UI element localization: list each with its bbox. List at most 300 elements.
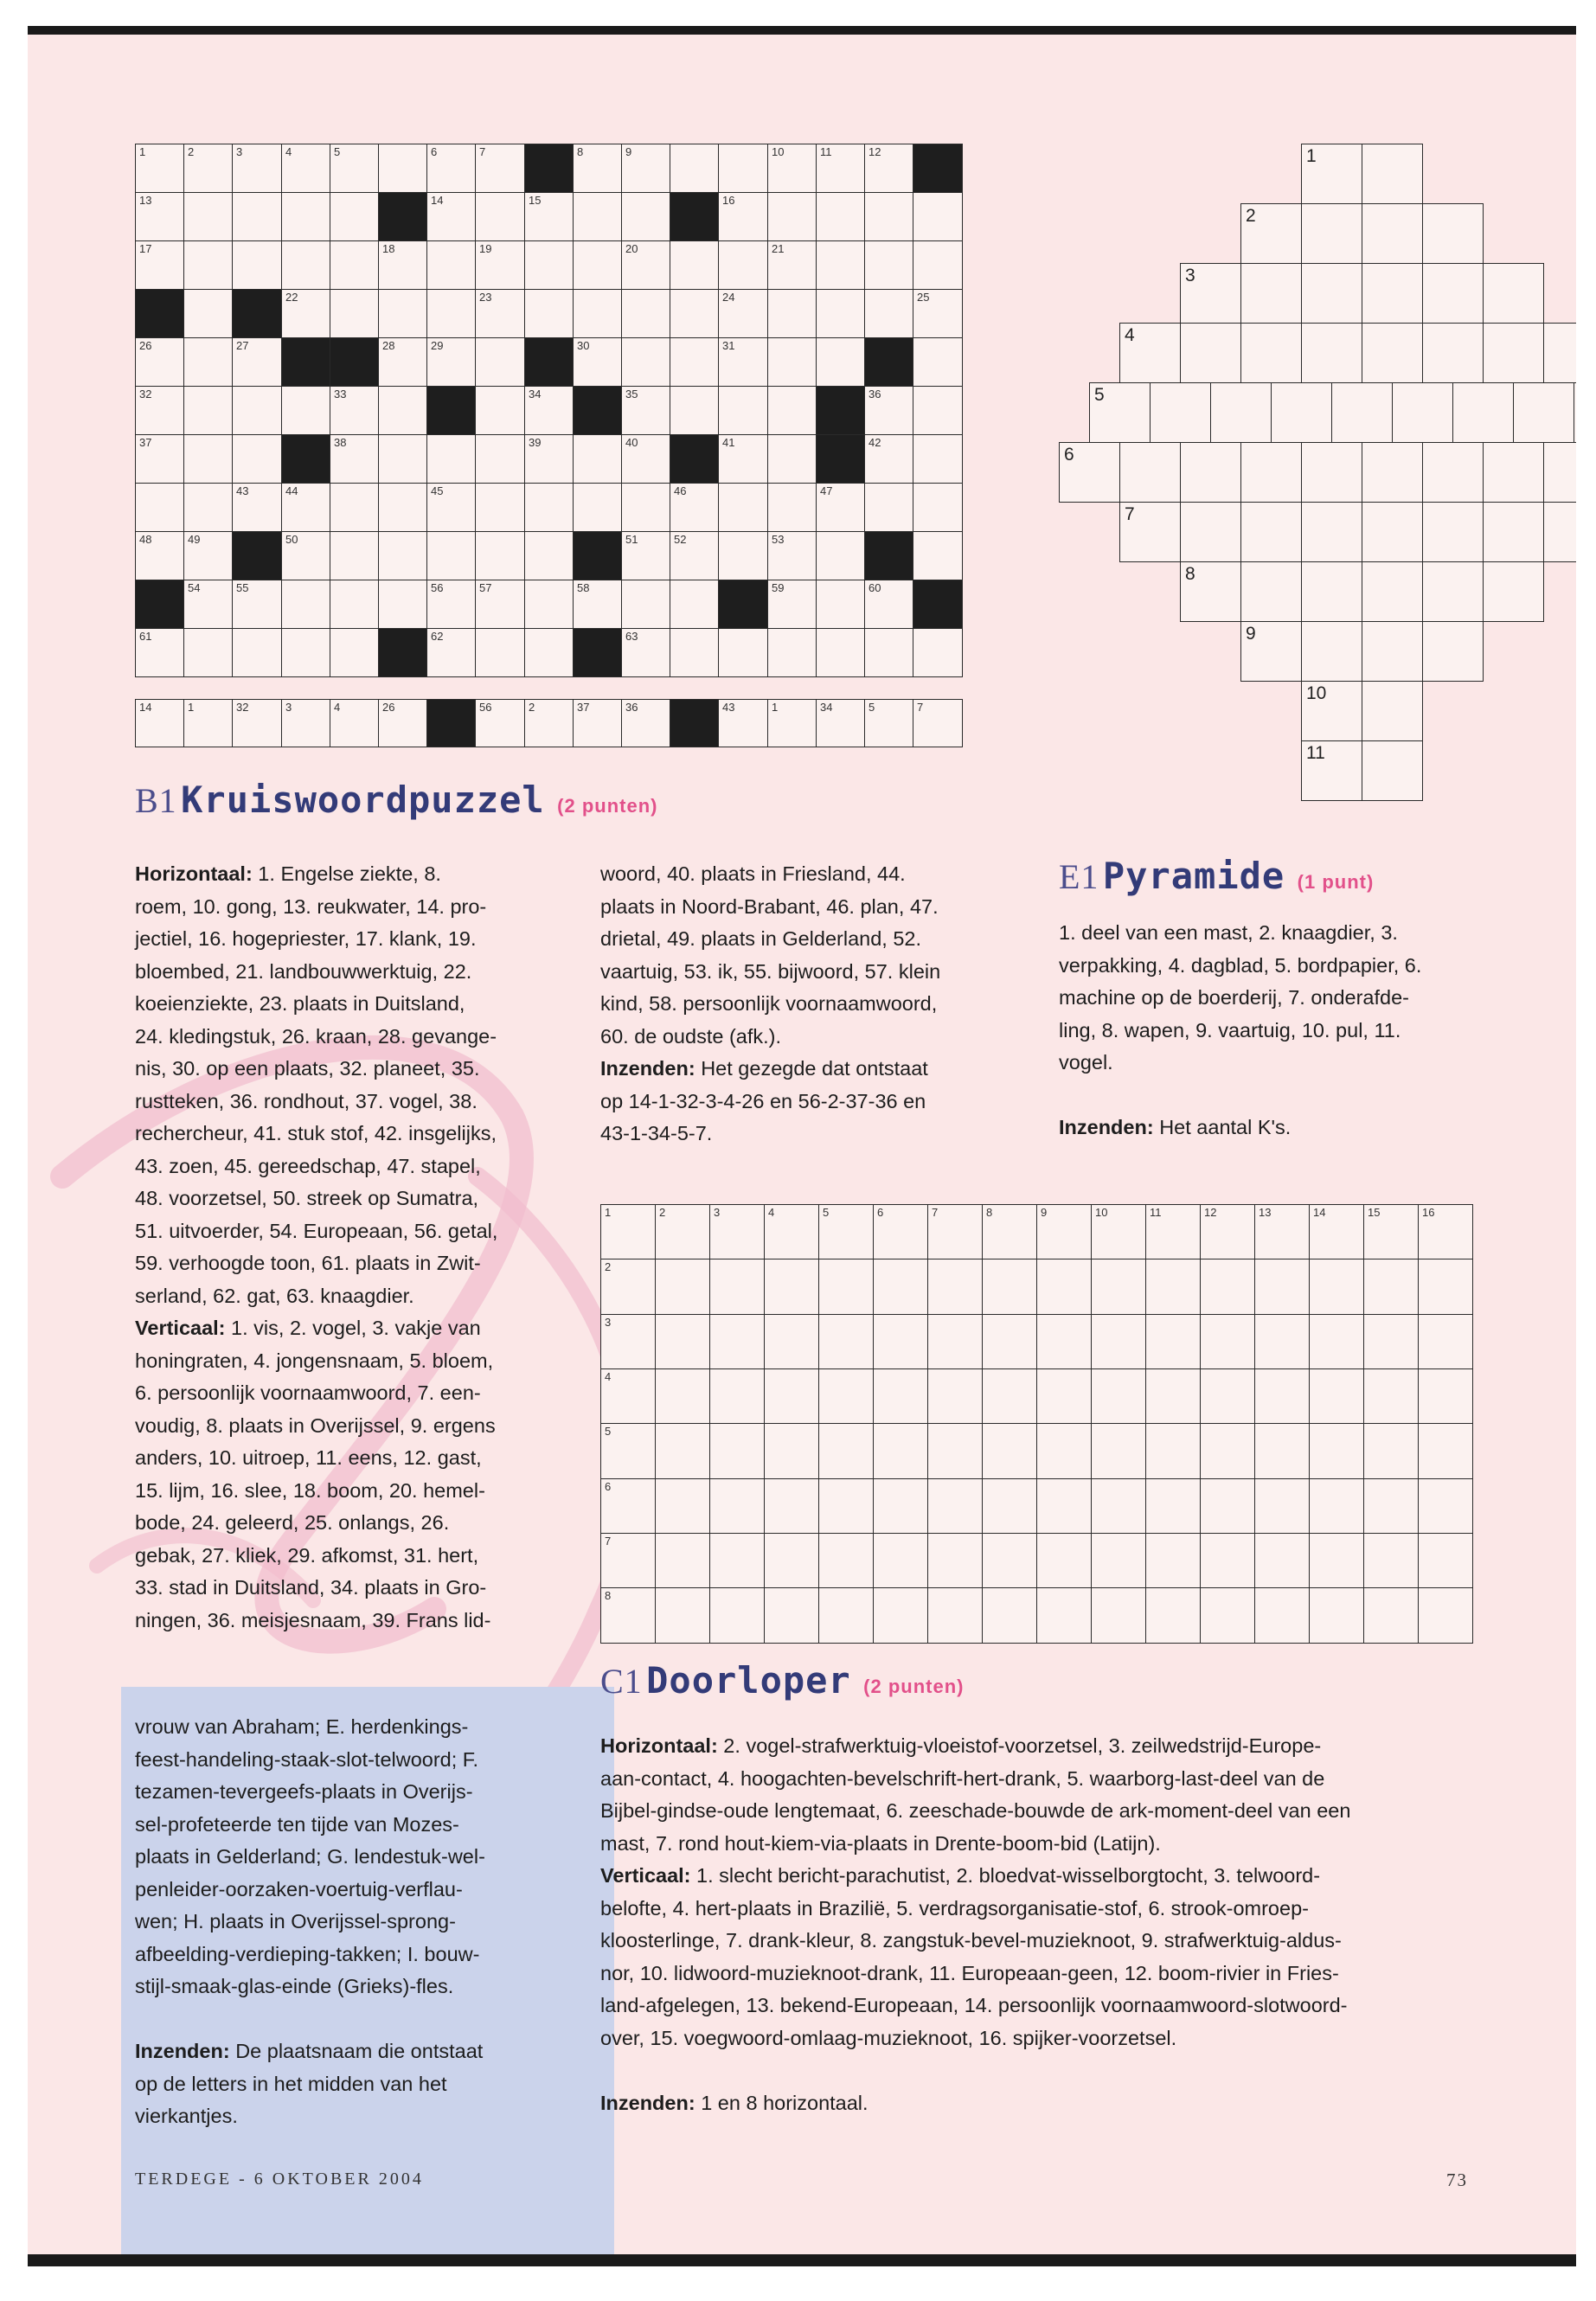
grid-cell[interactable]: [600, 1368, 656, 1425]
grid-cell[interactable]: [1483, 323, 1544, 383]
grid-cell[interactable]: [1091, 1259, 1146, 1315]
grid-cell[interactable]: [378, 386, 428, 435]
grid-cell[interactable]: [1210, 382, 1272, 443]
grid-cell[interactable]: [1036, 1368, 1092, 1425]
grid-cell[interactable]: [1254, 1314, 1310, 1370]
grid-cell[interactable]: [1200, 1259, 1255, 1315]
grid-cell[interactable]: [378, 531, 428, 580]
grid-cell[interactable]: [655, 1587, 710, 1644]
grid-cell[interactable]: [816, 628, 866, 677]
grid-cell[interactable]: [1422, 561, 1484, 622]
grid-cell[interactable]: [816, 699, 866, 747]
grid-cell[interactable]: [816, 289, 866, 338]
grid-cell[interactable]: [1392, 382, 1453, 443]
grid-cell[interactable]: [281, 289, 331, 338]
grid-cell[interactable]: [232, 192, 282, 241]
grid-cell[interactable]: [1036, 1259, 1092, 1315]
grid-cell[interactable]: [1254, 1587, 1310, 1644]
grid-cell[interactable]: [524, 240, 574, 290]
grid-cell[interactable]: [764, 1314, 819, 1370]
grid-cell[interactable]: [281, 386, 331, 435]
grid-cell[interactable]: [1091, 1478, 1146, 1535]
grid-cell[interactable]: [1363, 1314, 1419, 1370]
grid-cell[interactable]: [718, 289, 768, 338]
grid-cell[interactable]: [864, 240, 914, 290]
grid-cell[interactable]: [330, 144, 380, 193]
grid-cell[interactable]: [621, 386, 671, 435]
grid-cell[interactable]: [330, 192, 380, 241]
grid-cell[interactable]: [1418, 1259, 1473, 1315]
grid-cell[interactable]: [1145, 1478, 1201, 1535]
grid-cell[interactable]: [330, 434, 380, 484]
grid-cell[interactable]: [816, 337, 866, 387]
grid-cell[interactable]: [709, 1423, 765, 1479]
grid-cell[interactable]: [1422, 502, 1484, 562]
grid-cell[interactable]: [232, 434, 282, 484]
grid-cell[interactable]: [1363, 1587, 1419, 1644]
grid-cell[interactable]: [818, 1259, 874, 1315]
grid-cell[interactable]: [378, 580, 428, 629]
grid-cell[interactable]: [426, 580, 477, 629]
grid-cell[interactable]: [135, 531, 185, 580]
grid-cell[interactable]: [183, 144, 234, 193]
grid-cell[interactable]: [135, 699, 185, 747]
grid-cell[interactable]: [524, 531, 574, 580]
grid-cell[interactable]: [378, 289, 428, 338]
grid-cell[interactable]: [1309, 1533, 1364, 1589]
grid-cell[interactable]: [1036, 1423, 1092, 1479]
grid-cell[interactable]: [426, 531, 477, 580]
grid-cell[interactable]: [1418, 1533, 1473, 1589]
grid-cell[interactable]: [378, 434, 428, 484]
grid-cell[interactable]: [764, 1478, 819, 1535]
grid-cell[interactable]: [927, 1478, 983, 1535]
grid-cell[interactable]: [873, 1368, 928, 1425]
grid-cell[interactable]: [1200, 1423, 1255, 1479]
grid-cell[interactable]: [670, 386, 720, 435]
grid-cell[interactable]: [1301, 681, 1362, 741]
grid-cell[interactable]: [1483, 263, 1544, 324]
grid-cell[interactable]: [873, 1259, 928, 1315]
grid-cell[interactable]: [1418, 1314, 1473, 1370]
grid-cell[interactable]: [1301, 323, 1362, 383]
grid-cell[interactable]: [1309, 1478, 1364, 1535]
grid-cell[interactable]: [670, 483, 720, 532]
grid-cell[interactable]: [621, 580, 671, 629]
grid-cell[interactable]: [709, 1587, 765, 1644]
grid-cell[interactable]: [1200, 1368, 1255, 1425]
grid-cell[interactable]: [670, 240, 720, 290]
grid-cell[interactable]: [1362, 203, 1423, 264]
grid-cell[interactable]: [913, 699, 963, 747]
grid-cell[interactable]: [1254, 1533, 1310, 1589]
grid-cell[interactable]: [524, 699, 574, 747]
grid-cell[interactable]: [475, 386, 525, 435]
grid-cell[interactable]: [1301, 502, 1362, 562]
grid-cell[interactable]: [864, 289, 914, 338]
grid-cell[interactable]: [1119, 502, 1181, 562]
grid-cell[interactable]: [183, 580, 234, 629]
grid-cell[interactable]: [475, 580, 525, 629]
grid-cell[interactable]: [135, 434, 185, 484]
grid-cell[interactable]: [816, 580, 866, 629]
grid-cell[interactable]: [1200, 1533, 1255, 1589]
grid-cell[interactable]: [873, 1314, 928, 1370]
grid-cell[interactable]: [982, 1368, 1037, 1425]
grid-cell[interactable]: [1309, 1423, 1364, 1479]
grid-cell[interactable]: [864, 483, 914, 532]
grid-cell[interactable]: [183, 386, 234, 435]
grid-cell[interactable]: [621, 531, 671, 580]
grid-cell[interactable]: [1240, 621, 1302, 682]
grid-cell[interactable]: [816, 192, 866, 241]
grid-cell[interactable]: [655, 1478, 710, 1535]
grid-cell[interactable]: [913, 483, 963, 532]
grid-cell[interactable]: [1362, 740, 1423, 801]
grid-cell[interactable]: [1362, 681, 1423, 741]
grid-cell[interactable]: [767, 434, 817, 484]
grid-cell[interactable]: [378, 337, 428, 387]
grid-cell[interactable]: [1145, 1204, 1201, 1260]
grid-cell[interactable]: [1091, 1423, 1146, 1479]
grid-cell[interactable]: [135, 483, 185, 532]
grid-cell[interactable]: [1240, 203, 1302, 264]
grid-cell[interactable]: [816, 144, 866, 193]
grid-cell[interactable]: [927, 1314, 983, 1370]
grid-cell[interactable]: [913, 434, 963, 484]
grid-cell[interactable]: [135, 240, 185, 290]
grid-cell[interactable]: [621, 337, 671, 387]
grid-cell[interactable]: [709, 1259, 765, 1315]
grid-cell[interactable]: [1418, 1204, 1473, 1260]
grid-cell[interactable]: [183, 434, 234, 484]
grid-cell[interactable]: [232, 483, 282, 532]
grid-cell[interactable]: [621, 483, 671, 532]
grid-cell[interactable]: [1200, 1587, 1255, 1644]
grid-cell[interactable]: [232, 144, 282, 193]
grid-cell[interactable]: [670, 144, 720, 193]
grid-cell[interactable]: [600, 1204, 656, 1260]
grid-cell[interactable]: [670, 628, 720, 677]
grid-cell[interactable]: [1309, 1368, 1364, 1425]
grid-cell[interactable]: [183, 531, 234, 580]
grid-cell[interactable]: [426, 144, 477, 193]
grid-cell[interactable]: [709, 1478, 765, 1535]
grid-cell[interactable]: [764, 1587, 819, 1644]
grid-cell[interactable]: [135, 192, 185, 241]
grid-cell[interactable]: [183, 699, 234, 747]
grid-cell[interactable]: [873, 1533, 928, 1589]
grid-cell[interactable]: [475, 337, 525, 387]
grid-cell[interactable]: [1240, 323, 1302, 383]
grid-cell[interactable]: [183, 483, 234, 532]
grid-cell[interactable]: [330, 386, 380, 435]
grid-cell[interactable]: [475, 240, 525, 290]
grid-cell[interactable]: [475, 483, 525, 532]
grid-cell[interactable]: [718, 386, 768, 435]
grid-cell[interactable]: [475, 531, 525, 580]
grid-cell[interactable]: [1543, 502, 1576, 562]
grid-cell[interactable]: [1254, 1204, 1310, 1260]
grid-cell[interactable]: [1422, 263, 1484, 324]
grid-cell[interactable]: [281, 580, 331, 629]
grid-cell[interactable]: [655, 1423, 710, 1479]
grid-cell[interactable]: [281, 699, 331, 747]
grid-cell[interactable]: [1362, 263, 1423, 324]
grid-cell[interactable]: [718, 192, 768, 241]
grid-cell[interactable]: [718, 144, 768, 193]
grid-cell[interactable]: [1574, 382, 1576, 443]
grid-cell[interactable]: [709, 1368, 765, 1425]
grid-cell[interactable]: [524, 289, 574, 338]
grid-cell[interactable]: [767, 531, 817, 580]
grid-cell[interactable]: [913, 628, 963, 677]
grid-cell[interactable]: [1180, 323, 1241, 383]
grid-cell[interactable]: [873, 1478, 928, 1535]
grid-cell[interactable]: [1200, 1314, 1255, 1370]
grid-cell[interactable]: [718, 337, 768, 387]
grid-cell[interactable]: [818, 1478, 874, 1535]
grid-cell[interactable]: [232, 337, 282, 387]
grid-cell[interactable]: [232, 699, 282, 747]
grid-cell[interactable]: [1271, 382, 1332, 443]
grid-cell[interactable]: [1301, 740, 1362, 801]
grid-cell[interactable]: [982, 1533, 1037, 1589]
grid-cell[interactable]: [1180, 502, 1241, 562]
grid-cell[interactable]: [927, 1368, 983, 1425]
grid-cell[interactable]: [764, 1368, 819, 1425]
grid-cell[interactable]: [1145, 1423, 1201, 1479]
grid-cell[interactable]: [767, 699, 817, 747]
grid-cell[interactable]: [1254, 1259, 1310, 1315]
grid-cell[interactable]: [655, 1204, 710, 1260]
grid-cell[interactable]: [767, 144, 817, 193]
grid-cell[interactable]: [1145, 1533, 1201, 1589]
grid-cell[interactable]: [573, 192, 623, 241]
grid-cell[interactable]: [709, 1314, 765, 1370]
grid-cell[interactable]: [573, 483, 623, 532]
grid-cell[interactable]: [1309, 1204, 1364, 1260]
grid-cell[interactable]: [135, 337, 185, 387]
grid-cell[interactable]: [670, 531, 720, 580]
grid-cell[interactable]: [1309, 1587, 1364, 1644]
grid-cell[interactable]: [281, 144, 331, 193]
grid-cell[interactable]: [378, 483, 428, 532]
grid-cell[interactable]: [621, 192, 671, 241]
grid-cell[interactable]: [1036, 1204, 1092, 1260]
grid-cell[interactable]: [767, 386, 817, 435]
grid-cell[interactable]: [573, 289, 623, 338]
grid-cell[interactable]: [818, 1314, 874, 1370]
grid-cell[interactable]: [621, 699, 671, 747]
grid-cell[interactable]: [475, 144, 525, 193]
grid-cell[interactable]: [1301, 621, 1362, 682]
grid-cell[interactable]: [1150, 382, 1211, 443]
grid-cell[interactable]: [1331, 382, 1393, 443]
grid-cell[interactable]: [281, 483, 331, 532]
grid-cell[interactable]: [764, 1423, 819, 1479]
grid-cell[interactable]: [818, 1587, 874, 1644]
grid-cell[interactable]: [1483, 561, 1544, 622]
grid-cell[interactable]: [600, 1314, 656, 1370]
grid-cell[interactable]: [524, 434, 574, 484]
grid-cell[interactable]: [1145, 1368, 1201, 1425]
grid-cell[interactable]: [816, 531, 866, 580]
grid-cell[interactable]: [600, 1533, 656, 1589]
grid-cell[interactable]: [864, 192, 914, 241]
grid-cell[interactable]: [426, 192, 477, 241]
grid-cell[interactable]: [1363, 1204, 1419, 1260]
grid-cell[interactable]: [1483, 442, 1544, 503]
grid-cell[interactable]: [330, 483, 380, 532]
grid-cell[interactable]: [573, 337, 623, 387]
grid-cell[interactable]: [864, 580, 914, 629]
grid-cell[interactable]: [982, 1204, 1037, 1260]
grid-cell[interactable]: [135, 144, 185, 193]
grid-cell[interactable]: [767, 240, 817, 290]
grid-cell[interactable]: [621, 434, 671, 484]
grid-cell[interactable]: [864, 434, 914, 484]
grid-cell[interactable]: [1309, 1259, 1364, 1315]
grid-cell[interactable]: [524, 628, 574, 677]
grid-cell[interactable]: [670, 289, 720, 338]
grid-cell[interactable]: [1363, 1478, 1419, 1535]
grid-cell[interactable]: [927, 1259, 983, 1315]
grid-cell[interactable]: [1362, 144, 1423, 204]
grid-cell[interactable]: [982, 1314, 1037, 1370]
grid-cell[interactable]: [1091, 1314, 1146, 1370]
grid-cell[interactable]: [1200, 1478, 1255, 1535]
grid-cell[interactable]: [330, 699, 380, 747]
grid-cell[interactable]: [764, 1533, 819, 1589]
grid-cell[interactable]: [524, 192, 574, 241]
grid-cell[interactable]: [1483, 502, 1544, 562]
grid-cell[interactable]: [864, 144, 914, 193]
grid-cell[interactable]: [982, 1259, 1037, 1315]
grid-cell[interactable]: [1240, 502, 1302, 562]
grid-cell[interactable]: [764, 1259, 819, 1315]
grid-cell[interactable]: [1301, 561, 1362, 622]
grid-cell[interactable]: [232, 580, 282, 629]
grid-cell[interactable]: [600, 1587, 656, 1644]
grid-cell[interactable]: [913, 531, 963, 580]
grid-cell[interactable]: [573, 144, 623, 193]
grid-cell[interactable]: [135, 386, 185, 435]
grid-cell[interactable]: [1089, 382, 1151, 443]
grid-cell[interactable]: [1418, 1478, 1473, 1535]
grid-cell[interactable]: [818, 1368, 874, 1425]
grid-cell[interactable]: [864, 699, 914, 747]
grid-cell[interactable]: [1418, 1423, 1473, 1479]
grid-cell[interactable]: [1301, 442, 1362, 503]
grid-cell[interactable]: [330, 628, 380, 677]
grid-cell[interactable]: [718, 434, 768, 484]
grid-cell[interactable]: [426, 337, 477, 387]
grid-cell[interactable]: [913, 289, 963, 338]
grid-cell[interactable]: [330, 580, 380, 629]
grid-cell[interactable]: [767, 337, 817, 387]
grid-cell[interactable]: [670, 580, 720, 629]
grid-cell[interactable]: [864, 386, 914, 435]
grid-cell[interactable]: [573, 580, 623, 629]
grid-cell[interactable]: [1301, 144, 1362, 204]
grid-cell[interactable]: [1254, 1423, 1310, 1479]
grid-cell[interactable]: [1200, 1204, 1255, 1260]
grid-cell[interactable]: [600, 1478, 656, 1535]
grid-cell[interactable]: [927, 1423, 983, 1479]
grid-cell[interactable]: [600, 1259, 656, 1315]
grid-cell[interactable]: [913, 192, 963, 241]
grid-cell[interactable]: [621, 240, 671, 290]
grid-cell[interactable]: [475, 628, 525, 677]
grid-cell[interactable]: [718, 628, 768, 677]
grid-cell[interactable]: [183, 240, 234, 290]
grid-cell[interactable]: [982, 1478, 1037, 1535]
grid-cell[interactable]: [1363, 1368, 1419, 1425]
grid-cell[interactable]: [913, 386, 963, 435]
grid-cell[interactable]: [621, 628, 671, 677]
grid-cell[interactable]: [873, 1587, 928, 1644]
grid-cell[interactable]: [1036, 1533, 1092, 1589]
grid-cell[interactable]: [767, 483, 817, 532]
grid-cell[interactable]: [1422, 323, 1484, 383]
grid-cell[interactable]: [281, 531, 331, 580]
grid-cell[interactable]: [873, 1204, 928, 1260]
grid-cell[interactable]: [655, 1533, 710, 1589]
grid-cell[interactable]: [378, 240, 428, 290]
grid-cell[interactable]: [1301, 263, 1362, 324]
grid-cell[interactable]: [1180, 263, 1241, 324]
grid-cell[interactable]: [1254, 1368, 1310, 1425]
grid-cell[interactable]: [1036, 1587, 1092, 1644]
grid-cell[interactable]: [718, 531, 768, 580]
grid-cell[interactable]: [1362, 621, 1423, 682]
grid-cell[interactable]: [281, 628, 331, 677]
grid-cell[interactable]: [1363, 1259, 1419, 1315]
grid-cell[interactable]: [913, 240, 963, 290]
grid-cell[interactable]: [183, 337, 234, 387]
grid-cell[interactable]: [873, 1423, 928, 1479]
grid-cell[interactable]: [818, 1423, 874, 1479]
grid-cell[interactable]: [1543, 323, 1576, 383]
grid-cell[interactable]: [1422, 442, 1484, 503]
grid-cell[interactable]: [927, 1204, 983, 1260]
grid-cell[interactable]: [1240, 263, 1302, 324]
grid-cell[interactable]: [816, 483, 866, 532]
grid-cell[interactable]: [1543, 442, 1576, 503]
grid-cell[interactable]: [183, 628, 234, 677]
grid-cell[interactable]: [330, 240, 380, 290]
grid-cell[interactable]: [655, 1368, 710, 1425]
grid-cell[interactable]: [1362, 561, 1423, 622]
grid-cell[interactable]: [927, 1587, 983, 1644]
grid-cell[interactable]: [1145, 1587, 1201, 1644]
grid-cell[interactable]: [1362, 442, 1423, 503]
grid-cell[interactable]: [1362, 502, 1423, 562]
grid-cell[interactable]: [330, 531, 380, 580]
grid-cell[interactable]: [1309, 1314, 1364, 1370]
grid-cell[interactable]: [426, 434, 477, 484]
grid-cell[interactable]: [655, 1259, 710, 1315]
grid-cell[interactable]: [927, 1533, 983, 1589]
grid-cell[interactable]: [281, 192, 331, 241]
grid-cell[interactable]: [1091, 1587, 1146, 1644]
grid-cell[interactable]: [524, 483, 574, 532]
grid-cell[interactable]: [982, 1587, 1037, 1644]
grid-cell[interactable]: [330, 289, 380, 338]
grid-cell[interactable]: [1091, 1204, 1146, 1260]
grid-cell[interactable]: [1301, 203, 1362, 264]
